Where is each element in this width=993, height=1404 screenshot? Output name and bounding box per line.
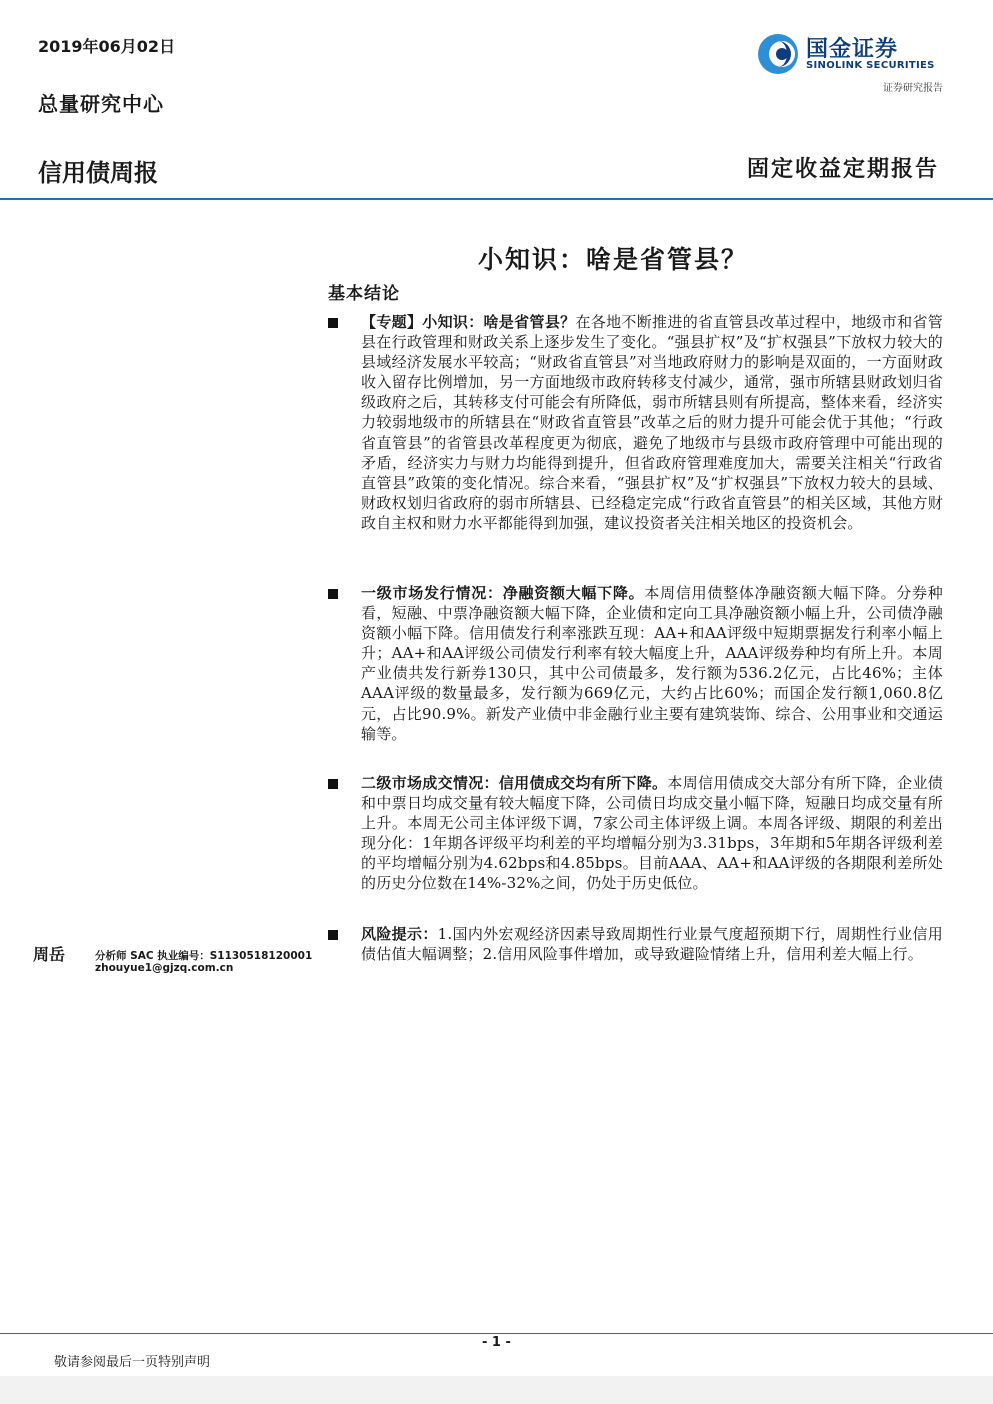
footer-divider [0,1333,993,1334]
report-type-title: 信用债周报 [38,159,158,187]
bullet-lead: 风险提示： [361,925,438,943]
analyst-name: 周岳 [33,945,66,964]
bullet-text: 在各地不断推进的省直管县改革过程中，地级市和省管县在行政管理和财政关系上逐步发生了变化。“强县扩权”及“扩权强县”下放权力较大的县域经济发展水平较高；“财政省直管县”对当地政府财力的影响是双面的，一方面财政收入留存比例增加，另一方面地级市政府转移支付减少，通常，强市所辖县财政划归省级政府之后，其转移支付可能会有所降低，弱市所辖县则有所提高，整体来看，经济实力较弱地级市的所辖县在“财政省直管县”改革之后的财力提升可能会优于其他；“行政省直管县”的省管县改革程度更为彻底，避免了地级市与县级市政府管理中可能出现的矛盾，经济实力与财力均能得到提升，但省政府管理难度加大，需要关注相关“行政省直管县”政策的变化情况。综合来看，“强县扩权”及“扩权强县”下放权力较大的县域、财政权划归省政府的弱市所辖县、已经稳定完成“行政省直管县”的相关区域，其他方财政自主权和财力水平都能得到加强，建议投资者关注相关地区的投资机会。 [361,313,943,532]
research-center: 总量研究中心 [38,92,164,116]
sinolink-logo [756,30,946,78]
footer-band [0,1376,993,1404]
bullet-paragraph-topic [361,312,943,533]
analyst-email: zhouyue1@gjzq.com.cn [95,962,234,974]
bullet-paragraph-secondary-market [361,773,943,894]
bullet-lead: 一级市场发行情况：净融资额大幅下降。 [361,584,645,602]
bullet-square-icon [328,930,338,940]
page-number: - 1 - [482,1335,511,1350]
report-category: 固定收益定期报告 [746,156,939,182]
header-divider [0,198,993,200]
sinolink-logo-icon [756,32,800,76]
bullet-square-icon [328,318,338,328]
bullet-square-icon [328,589,338,599]
bullet-text: 本周信用债成交大部分有所下降，企业债和中票日均成交量有较大幅度下降，公司债日均成交量小幅下降，短融日均成交量有所上升。本周无公司主体评级下调，7家公司主体评级上调。本周各评级、期限的利差出现分化：1年期各评级平均利差的平均增幅分别为3.31bps，3年期和5年期各评级利差的平均增幅分别为4.62bps和4.85bps。目前AAA、AA+和AA评级的各期限利差所处的历史分位数在14%-32%之间，仍处于历史低位。 [361,774,943,893]
bullet-text: 本周信用债整体净融资额大幅下降。分券种看，短融、中票净融资额大幅下降，企业债和定向工具净融资额小幅上升，公司债净融资额小幅下降。信用债发行利率涨跌互现：AA+和AA评级中短期票据发行利率小幅上升；AA+和AA评级公司债发行利率有较大幅度上升，AAA评级券种均有所上升。本周产业债共发行新券130只，其中公司债最多，发行额为536.2亿元，占比46%；主体AAA评级的数量最多，发行额为669亿元，大约占比60%；而国企发行额1,060.8亿元，占比90.9%。新发产业债中非金融行业主要有建筑装饰、综合、公用事业和交通运输等。 [361,584,943,743]
section-title: 基本结论 [328,284,400,304]
analyst-certificate: 分析师 SAC 执业编号：S1130518120001 [95,950,313,962]
bullet-paragraph-primary-market [361,583,943,744]
bullet-lead: 【专题】小知识：啥是省管县？ [361,313,576,331]
report-date: 2019年06月02日 [38,37,176,56]
bullet-paragraph-risk [361,924,943,964]
report-kind: 证券研究报告 [883,83,943,94]
bullet-square-icon [328,779,338,789]
footer-disclaimer: 敬请参阅最后一页特别声明 [54,1355,211,1370]
logo-english-name: SINOLINK SECURITIES [806,60,935,71]
logo-chinese-name: 国金证券 [806,37,899,62]
bullet-lead: 二级市场成交情况：信用债成交均有所下降。 [361,774,668,792]
article-title: 小知识：啥是省管县？ [478,245,749,274]
bullet-text: 1.国内外宏观经济因素导致周期性行业景气度超预期下行，周期性行业信用债估值大幅调整；2.信用风险事件增加，或导致避险情绪上升，信用利差大幅上行。 [361,925,943,964]
